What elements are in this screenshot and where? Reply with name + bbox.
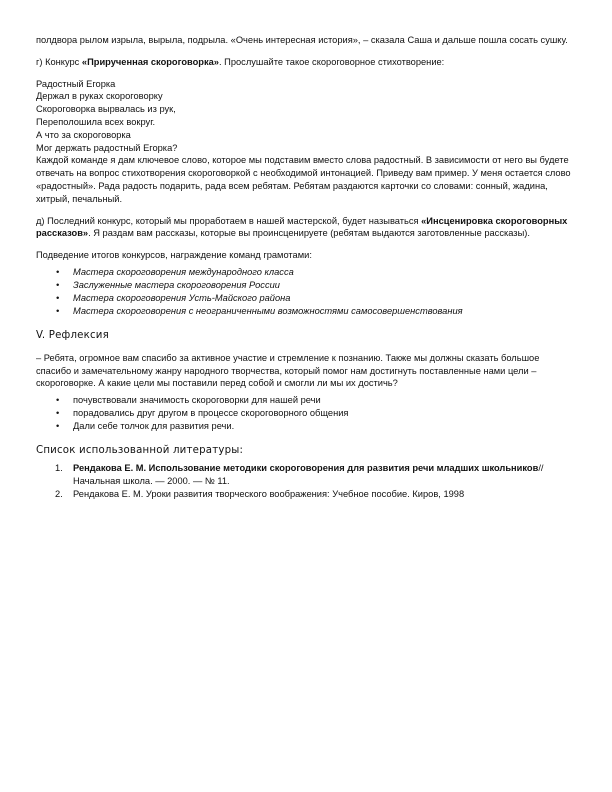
reflection-paragraph: – Ребята, огромное вам спасибо за активное участие и стремление к познанию. Также мы должны сказать большое спасибо и замечательному жанру народного творчества, который помог нам достигнуть поставленные нами цели – скороговорке. А какие цели мы поставили перед собой и смогли ли мы их достичь? [36,352,540,389]
poem-line: Радостный Егорка [36,78,116,89]
list-item: • Мастера скороговорения Усть-Майского района [36,292,576,305]
reference-bold: Рендакова Е. М. Использование методики скороговорения для развития речи младших школьников [73,462,539,473]
intro-paragraph: полдвора рылом изрыла, вырыла, подрыла. «Очень интересная история», – сказала Саша и дальше пошла сосать сушку. [36,35,568,45]
contest-g-suffix: . Прослушайте такое скороговорное стихотворение: [218,56,445,67]
document-page [36,34,576,500]
reference-rest: Рендакова Е. М. Уроки развития творческого воображения: Учебное пособие. Киров, 1998 [73,488,465,499]
contest-g-prefix: г) Конкурс [36,56,82,67]
goals-list [36,394,576,433]
literature-heading: Список использованной литературы: [36,445,244,457]
list-item: • почувствовали значимость скороговорки для нашей речи [36,394,576,407]
poem-line: Скороговорка вырвалась из рук, [36,104,176,115]
list-item: • порадовались друг другом в процессе скороговорного общения [36,407,576,420]
list-item [36,462,576,488]
list-item [36,488,576,501]
results-intro: Подведение итогов конкурсов, награждение команд грамотами: [36,250,312,261]
task-paragraph: Каждой команде я дам ключевое слово, которое мы подставим вместо слова радостный. В зависимости от него вы будете отвечать на вопрос стихотворения скороговоркой с необходимой интонацией. Приведу вам пример. У меня остается слово «радостный». Рада радость подарить, рада всем ребятам. Ребятам раздаются карточки со словами: сонный, жадина, хитрый, печальный. [36,155,571,204]
reflection-heading: V. Рефлексия [36,329,109,341]
literature-list [36,462,576,500]
poem-line: Держал в руках скороговорку [36,91,163,102]
list-item: • Дали себе толчок для развития речи. [36,420,576,433]
list-item: • Мастера скороговорения с неограниченными возможностями самосовершенствования [36,305,576,318]
contest-d-title: «Инсценировка скороговорных рассказов» [36,215,568,239]
list-item: • Заслуженные мастера скороговорения России [36,279,576,292]
poem [36,78,576,155]
contest-g-paragraph [36,56,576,69]
poem-line: А что за скороговорка [36,129,131,140]
contest-g-title: «Прирученная скороговорка» [81,56,219,67]
list-item: • Мастера скороговорения международного класса [36,266,576,279]
item-number: 1. [55,462,63,473]
contest-d-paragraph [36,215,576,241]
awards-list [36,266,576,318]
contest-d-suffix: . Я раздам вам рассказы, которые вы проинсценируете (ребятам выдаются заготовленные рассказы). [88,228,530,239]
poem-line: Переполошила всех вокруг. [36,116,156,127]
reference-rest: //Начальная школа. — 2000. — № 11. [73,462,544,486]
poem-line: Мог держать радостный Егорка? [36,142,178,153]
item-number: 2. [55,488,63,499]
contest-d-prefix: д) Последний конкурс, который мы проработаем в нашей мастерской, будет называться [36,215,422,226]
